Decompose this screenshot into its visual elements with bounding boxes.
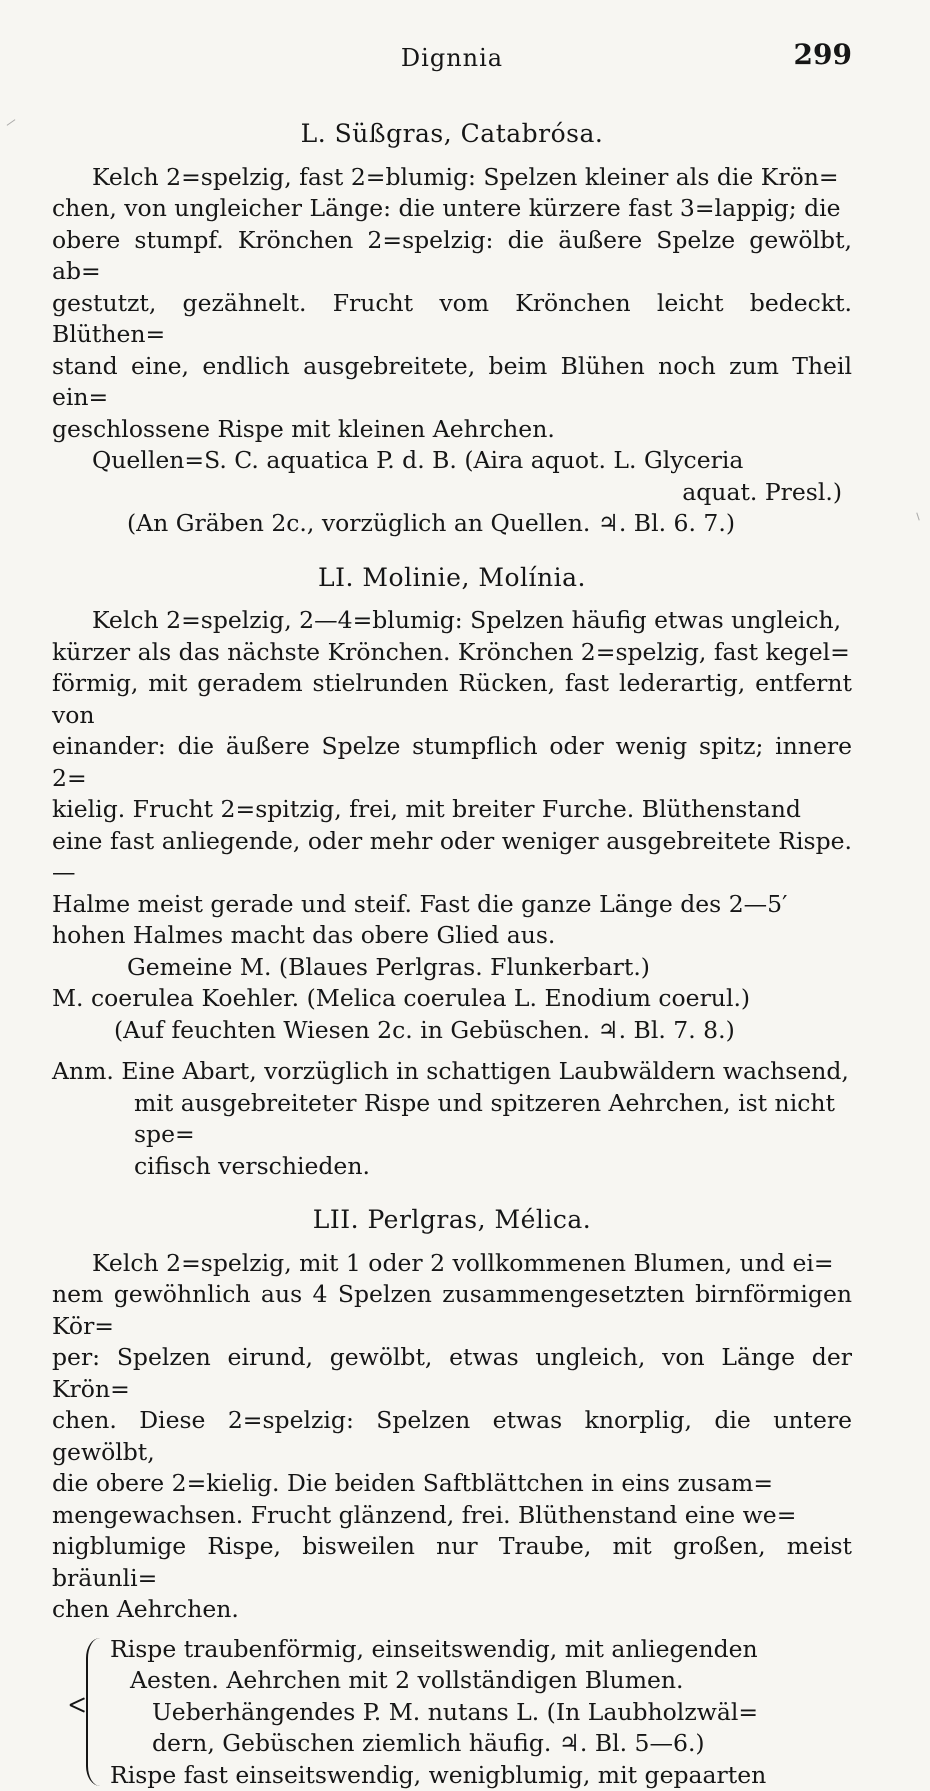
text-line: einander: die äußere Spelze stumpflich oder wenig spitz; innere 2= <box>52 731 852 794</box>
text-line: hohen Halmes macht das obere Glied aus. <box>52 920 852 952</box>
species-entry-continued: aquat. Presl.) <box>52 477 852 509</box>
scan-mark <box>916 513 919 521</box>
text-line: eine fast anliegende, oder mehr oder weniger ausgebreitete Rispe.— <box>52 826 852 889</box>
key-line: Rispe fast einseitswendig, wenigblumig, mit gepaarten <box>110 1760 852 1791</box>
text-line: per: Spelzen eirund, gewölbt, etwas ungleich, von Länge der Krön= <box>52 1342 852 1405</box>
text-line: gestutzt, gezähnelt. Frucht vom Krönchen leicht bedeckt. Blüthen= <box>52 288 852 351</box>
curly-brace <box>86 1638 106 1786</box>
curly-brace-point <box>70 1704 85 1713</box>
page-header <box>52 38 852 78</box>
text-line: geschlossene Rispe mit kleinen Aehrchen. <box>52 414 852 446</box>
key-line: Ueberhängendes P. M. nutans L. (In Laubholzwäl= <box>110 1697 852 1729</box>
text-line: chen, von ungleicher Länge: die untere kürzere fast 3=lappig; die <box>52 193 852 225</box>
text-line: chen. Diese 2=spelzig: Spelzen etwas knorplig, die untere gewölbt, <box>52 1405 852 1468</box>
annotation-line: cifisch verschieden. <box>52 1151 852 1183</box>
annotation <box>52 1056 852 1182</box>
annotation-line: Anm. Eine Abart, vorzüglich in schattigen Laubwäldern wachsend, <box>52 1056 852 1088</box>
text-line: nigblumige Rispe, bisweilen nur Traube, mit großen, meist bräunli= <box>52 1531 852 1594</box>
species-entry: Quellen=S. C. aquatica P. d. B. (Aira aquot. L. Glyceria <box>52 445 852 477</box>
text-line: mengewachsen. Frucht glänzend, frei. Blüthenstand eine we= <box>52 1500 852 1532</box>
text-line: förmig, mit geradem stielrunden Rücken, fast lederartig, entfernt von <box>52 668 852 731</box>
text-line: kürzer als das nächste Krönchen. Krönchen 2=spelzig, fast kegel= <box>52 637 852 669</box>
genus-heading-melica: LII. Perlgras, Mélica. <box>52 1204 852 1236</box>
page-content <box>52 118 852 1791</box>
key-line: Aesten. Aehrchen mit 2 vollständigen Blumen. <box>110 1665 852 1697</box>
description-molinia <box>52 605 852 952</box>
text-line: kielig. Frucht 2=spitzig, frei, mit breiter Furche. Blüthenstand <box>52 794 852 826</box>
annotation-line: mit ausgebreiteter Rispe und spitzeren Aehrchen, ist nicht spe= <box>52 1088 852 1151</box>
key-line: dern, Gebüschen ziemlich häufig. ♃. Bl. 5—6.) <box>110 1728 852 1760</box>
text-line: Kelch 2=spelzig, 2—4=blumig: Spelzen häufig etwas ungleich, <box>52 605 852 637</box>
page-number: 299 <box>794 38 852 71</box>
species-key <box>52 1634 852 1791</box>
habitat-note: (An Gräben 2c., vorzüglich an Quellen. ♃. Bl. 6. 7.) <box>52 508 852 540</box>
genus-heading-catabrosa: L. Süßgras, Catabrósa. <box>52 118 852 150</box>
text-line: obere stumpf. Krönchen 2=spelzig: die äußere Spelze gewölbt, ab= <box>52 225 852 288</box>
text-line: stand eine, endlich ausgebreitete, beim Blühen noch zum Theil ein= <box>52 351 852 414</box>
text-line: Kelch 2=spelzig, fast 2=blumig: Spelzen kleiner als die Krön= <box>52 162 852 194</box>
text-line: nem gewöhnlich aus 4 Spelzen zusammengesetzten birnförmigen Kör= <box>52 1279 852 1342</box>
text-line: Halme meist gerade und steif. Fast die ganze Länge des 2—5′ <box>52 889 852 921</box>
common-name-entry: Gemeine M. (Blaues Perlgras. Flunkerbart.) <box>52 952 852 984</box>
text-line: die obere 2=kielig. Die beiden Saftblättchen in eins zusam= <box>52 1468 852 1500</box>
text-line: Kelch 2=spelzig, mit 1 oder 2 vollkommenen Blumen, und ei= <box>52 1248 852 1280</box>
habitat-note: (Auf feuchten Wiesen 2c. in Gebüschen. ♃. Bl. 7. 8.) <box>52 1015 852 1047</box>
description-melica <box>52 1248 852 1626</box>
description-catabrosa <box>52 162 852 446</box>
scan-mark <box>7 119 16 126</box>
text-line: chen Aehrchen. <box>52 1594 852 1626</box>
genus-heading-molinia: LI. Molinie, Molínia. <box>52 562 852 594</box>
synonym-entry: M. coerulea Koehler. (Melica coerulea L. Enodium coerul.) <box>52 983 852 1015</box>
key-line: Rispe traubenförmig, einseitswendig, mit anliegenden <box>110 1634 852 1666</box>
running-head: Dignnia <box>52 44 852 72</box>
